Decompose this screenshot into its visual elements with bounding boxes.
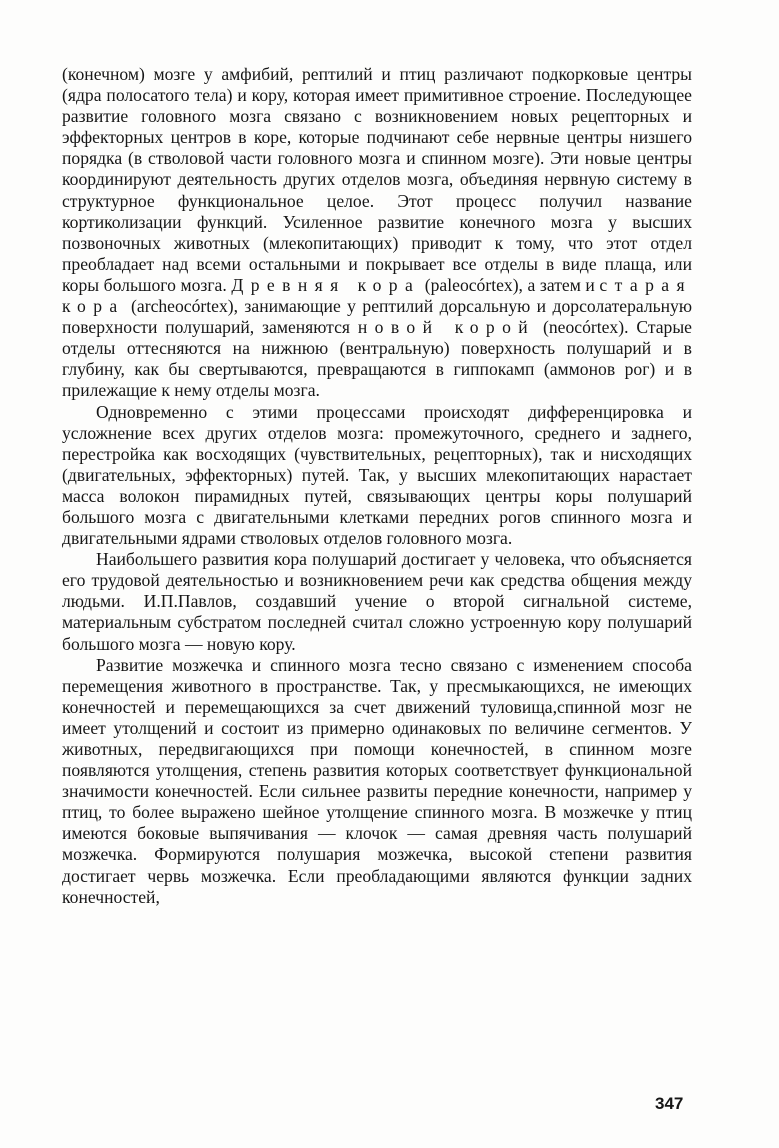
paragraph-1-part-4: (neocórtex). Старые отделы оттесняются на нижнюю (вентральную) поверхность полушарий и в глубину, как бы свертываются, превращаются в гиппокамп (аммонов рог) и в прилежащие к нему отделы мозга. (62, 317, 692, 401)
term-ancient-cortex: Древняя кора (231, 274, 421, 295)
paragraph-1-part-2: (paleocórtex), а затем и (420, 274, 600, 295)
term-new-cortex: новой корой (357, 317, 536, 338)
paragraph-3: Наибольшего развития кора полушарий достигает у человека, что объясняется его трудовой деятельностью и возникновением речи как средства общения между людьми. И.П.Павлов, создавший учение о второй сигнальной системе, материальным субстратом последней считал сложно устроенную кору полушарий большого мозга — новую кору. (62, 549, 692, 654)
term-old-cortex: старая кора (62, 274, 692, 317)
paragraph-2: Одновременно с этими процессами происходят дифференцировка и усложнение всех других отделов мозга: промежуточного, среднего и заднего, перестройка как восходящих (чувствительных, рецепторных), так и нисходящих (двигательных, эффекторных) путей. Так, у высших млекопитающих нарастает масса волокон пирамидных путей, связывающих центры коры полушарий большого мозга с двигательными клетками передних рогов спинного мозга и двигательными ядрами стволовых отделов головного мозга. (62, 401, 692, 549)
paragraph-1-part-1: (конечном) мозге у амфибий, рептилий и птиц различают подкорковые центры (ядра полосатого тела) и кору, которая имеет примитивное строение. Последующее развитие головного мозга связано с возникновением новых рецепторных и эффекторных центров в коре, которые подчинают себе нервные центры низшего порядка (в стволовой части головного мозга и спинном мозге). Эти новые центры координируют деятельность других отделов мозга, объединяя нервную систему в структурное функциональное целое. Этот процесс получил название кортиколизации функций. Усиленное развитие конечного мозга у высших позвоночных животных (млекопитающих) приводит к тому, что этот отдел преобладает над всеми остальными и покрывает все отделы в виде плаща, или коры большого мозга. (62, 64, 692, 295)
paragraph-4: Развитие мозжечка и спинного мозга тесно связано с изменением способа перемещения животного в пространстве. Так, у пресмыкающихся, не имеющих конечностей и перемещающихся за счет движений туловища,спинной мозг не имеет утолщений и состоит из примерно одинаковых по величине сегментов. У животных, передвигающихся при помощи конечностей, в спинном мозге появляются утолщения, степень развития которых соответствует функциональной значимости конечностей. Если сильнее развиты передние конечности, например у птиц, то более выражено шейное утолщение спинного мозга. В мозжечке у птиц имеются боковые выпячивания — клочок — самая древняя часть полушарий мозжечка. Формируются полушария мозжечка, высокой степени развития достигает червь мозжечка. Если преобладающими являются функции задних конечностей, (62, 654, 692, 907)
page-number: 347 (655, 1094, 684, 1113)
paragraph-1 (62, 64, 692, 402)
body-text (62, 64, 692, 908)
paragraph-1-part-3: (archeocórtex), занимающие у рептилий дорсальную и дорсолатеральную поверхности полушарий, заменяются (62, 296, 692, 338)
